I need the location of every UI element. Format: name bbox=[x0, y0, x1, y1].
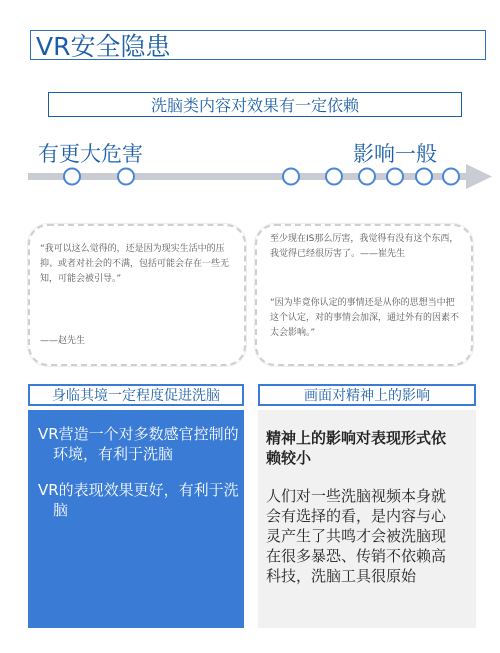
timeline-node bbox=[64, 169, 80, 185]
quote-right-text-1: 至少现在IS那么厉害，我觉得有没有这个东西，我觉得已经很厉害了。——崔先生 bbox=[270, 234, 459, 259]
page-title: VR安全隐患 bbox=[36, 32, 171, 61]
timeline-arrow-icon bbox=[466, 164, 492, 189]
timeline-node bbox=[118, 169, 134, 185]
quote-left-text: “我可以这么觉得的，还是因为现实生活中的压抑、或者对社会的不满，包括可能会存在一些无知，可能会被引导。” bbox=[40, 244, 230, 284]
timeline-node bbox=[359, 169, 375, 185]
left-section-header: 身临其境一定程度促进洗脑 bbox=[28, 384, 244, 406]
quote-right-text-2: “因为毕竟你认定的事情还是从你的思想当中把这个认定，对的事情会加深，通过外有的因素不太会影响。” bbox=[270, 298, 460, 338]
timeline-node bbox=[326, 169, 342, 185]
left-section-item: VR营造一个对多数感官控制的环境，有利于洗脑 bbox=[38, 425, 239, 463]
timeline-node bbox=[387, 169, 403, 185]
right-section-header: 画面对精神上的影响 bbox=[258, 384, 476, 406]
scale-label-high-harm: 有更大危害 bbox=[38, 142, 143, 166]
scale-label-moderate: 影响一般 bbox=[353, 142, 437, 166]
right-section-heading: 精神上的影响对表现形式依赖较小 bbox=[266, 429, 447, 467]
right-section-body: 人们对一些洗脑视频本身就会有选择的看，是内容与心灵产生了共鸣才会被洗脑现在很多暴恐、传销不依赖高科技，洗脑工具很原始 bbox=[266, 487, 447, 585]
left-section-item: VR的表现效果更好，有利于洗脑 bbox=[38, 481, 239, 519]
impact-scale-timeline bbox=[28, 158, 492, 194]
subtitle-banner: 洗脑类内容对效果有一定依赖 bbox=[48, 92, 462, 117]
quote-left-signature: ——赵先生 bbox=[40, 336, 86, 346]
timeline-node bbox=[283, 169, 299, 185]
timeline-node bbox=[416, 169, 432, 185]
timeline-node bbox=[443, 169, 459, 185]
